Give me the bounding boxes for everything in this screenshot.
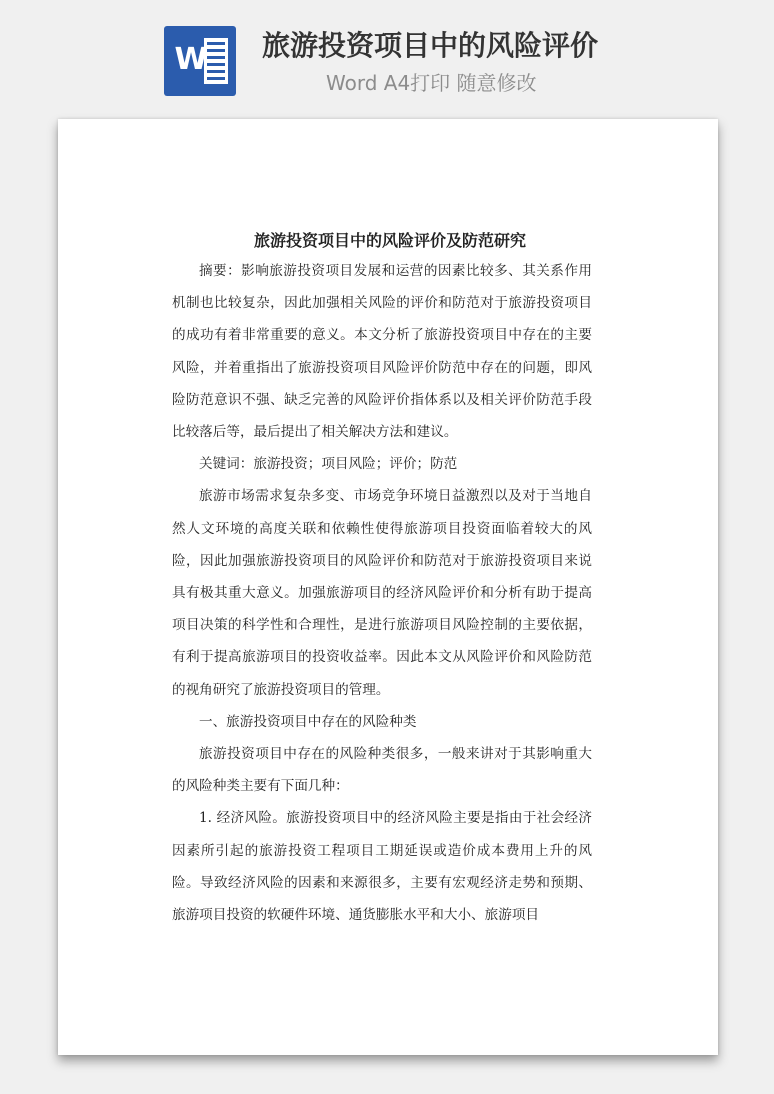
body-paragraph: 1. 经济风险。旅游投资项目中的经济风险主要是指由于社会经济因素所引起的旅游投资工程项目工期延误或造价成本费用上升的风险。导致经济风险的因素和来源很多，主要有宏观经济走势和预期、旅游项目投资的软硬件环境、通货膨胀水平和大小、旅游项目 (172, 810, 592, 924)
banner-subtitle: Word A4打印 随意修改 (326, 71, 537, 95)
body-paragraph: 旅游投资项目中存在的风险种类很多，一般来讲对于其影响重大的风险种类主要有下面几种： (172, 746, 592, 795)
header-banner (0, 0, 774, 110)
intro-paragraph: 旅游市场需求复杂多变、市场竞争环境日益激烈以及对于当地自然人文环境的高度关联和依赖性使得旅游项目投资面临着较大的风险，因此加强旅游投资项目的风险评价和防范对于旅游投资项目来说具有极其重大意义。加强旅游项目的经济风险评价和分析有助于提高项目决策的科学性和合理性，是进行旅游项目风险控制的主要依据，有利于提高旅游项目的投资收益率。因此本文从风险评价和风险防范的视角研究了旅游投资项目的管理。 (172, 488, 592, 698)
document-page (58, 119, 718, 1055)
section-heading: 一、旅游投资项目中存在的风险种类 (199, 713, 417, 730)
word-document-icon (164, 26, 236, 96)
document-content (172, 227, 592, 931)
abstract-paragraph: 摘要：影响旅游投资项目发展和运营的因素比较多、其关系作用机制也比较复杂，因此加强相关风险的评价和防范对于旅游投资项目的成功有着非常重要的意义。本文分析了旅游投资项目中存在的主要风险，并着重指出了旅游投资项目风险评价防范中存在的问题，即风险防范意识不强、缺乏完善的风险评价指体系以及相关评价防范手段比较落后等，最后提出了相关解决方法和建议。 (172, 263, 592, 441)
document-title: 旅游投资项目中的风险评价及防范研究 (253, 231, 526, 250)
keywords-paragraph: 关键词：旅游投资；项目风险；评价；防范 (199, 456, 458, 473)
word-letter-w: W (174, 42, 208, 77)
banner-title: 旅游投资项目中的风险评价 (262, 29, 599, 62)
